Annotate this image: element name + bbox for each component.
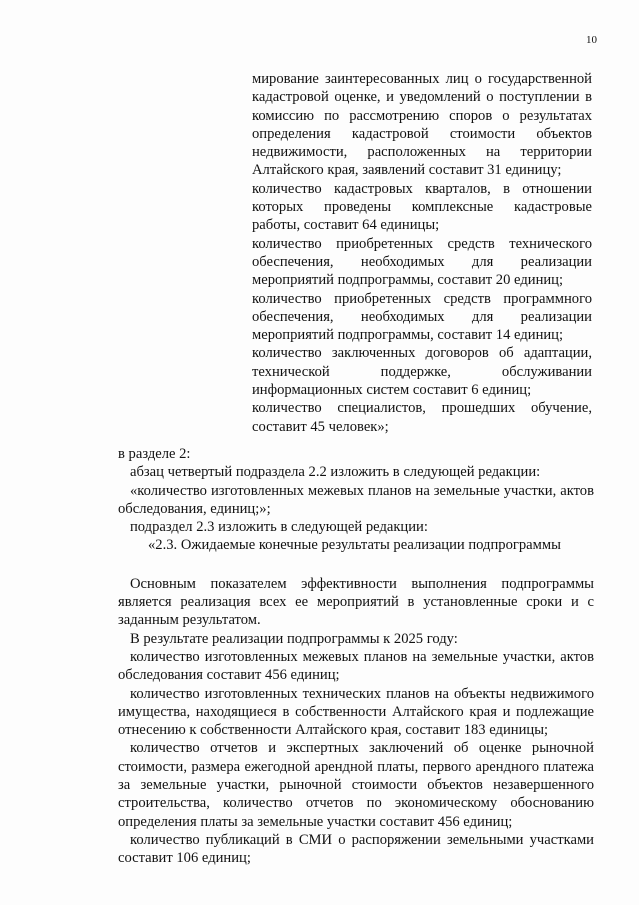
paragraph: подраздел 2.3 изложить в следующей редакции: — [130, 519, 428, 536]
list-item: мирование заинтересованных лиц о государственной кадастровой оценке, и уведомлений о поступлении в комиссию по рассмотрению споров о результатах определения кадастровой стоимости объектов недвижимости, расположенных на территории Алтайского края, заявлений составит 31 единицу; — [252, 71, 592, 179]
list-item: количество заключенных договоров об адаптации, технической поддержке, обслуживании информационных систем составит 6 единиц; — [252, 345, 592, 399]
indicator-list-column — [252, 70, 592, 436]
paragraph: В результате реализации подпрограммы к 2025 году: — [130, 630, 458, 647]
page-number: 10 — [586, 34, 597, 46]
list-item: количество кадастровых кварталов, в отношении которых проведены комплексные кадастровые работы, составит 64 единицы; — [252, 180, 592, 234]
list-item: количество специалистов, прошедших обучение, составит 45 человек»; — [252, 400, 592, 435]
section-reference: в разделе 2: — [118, 446, 191, 462]
paragraph: «количество изготовленных межевых планов на земельные участки, актов обследования, единиц;»; — [118, 482, 594, 517]
paragraph: абзац четвертый подраздела 2.2 изложить в следующей редакции: — [130, 464, 541, 481]
main-text — [118, 445, 594, 868]
subsection-heading: «2.3. Ожидаемые конечные результаты реализации подпрограммы — [148, 537, 561, 554]
paragraph: количество изготовленных технических планов на объекты недвижимого имущества, находящиеся в собственности Алтайского края и подлежащие отнесению к собственности Алтайского края, составит 183 единицы; — [118, 685, 594, 739]
paragraph: количество публикаций в СМИ о распоряжении земельными участками составит 106 единиц; — [118, 831, 594, 867]
paragraph: количество изготовленных межевых планов на земельные участки, актов обследования составит 456 единиц; — [118, 648, 594, 684]
list-item: количество приобретенных средств программного обеспечения, необходимых для реализации мероприятий подпрограммы, составит 14 единиц; — [252, 290, 592, 344]
paragraph: количество отчетов и экспертных заключений об оценке рыночной стоимости, размера ежегодной арендной платы, первого арендного платежа за земельные участки, рыночной стоимости объектов незавершенного строительства, количество отчетов по экономическому обоснованию определения платы за земельные участки составит 456 единиц; — [118, 740, 594, 830]
list-item: количество приобретенных средств технического обеспечения, необходимых для реализации мероприятий подпрограммы, составит 20 единиц; — [252, 235, 592, 289]
paragraph: Основным показателем эффективности выполнения подпрограммы является реализация всех ее мероприятий в установленные сроки и с заданным результатом. — [118, 575, 594, 629]
